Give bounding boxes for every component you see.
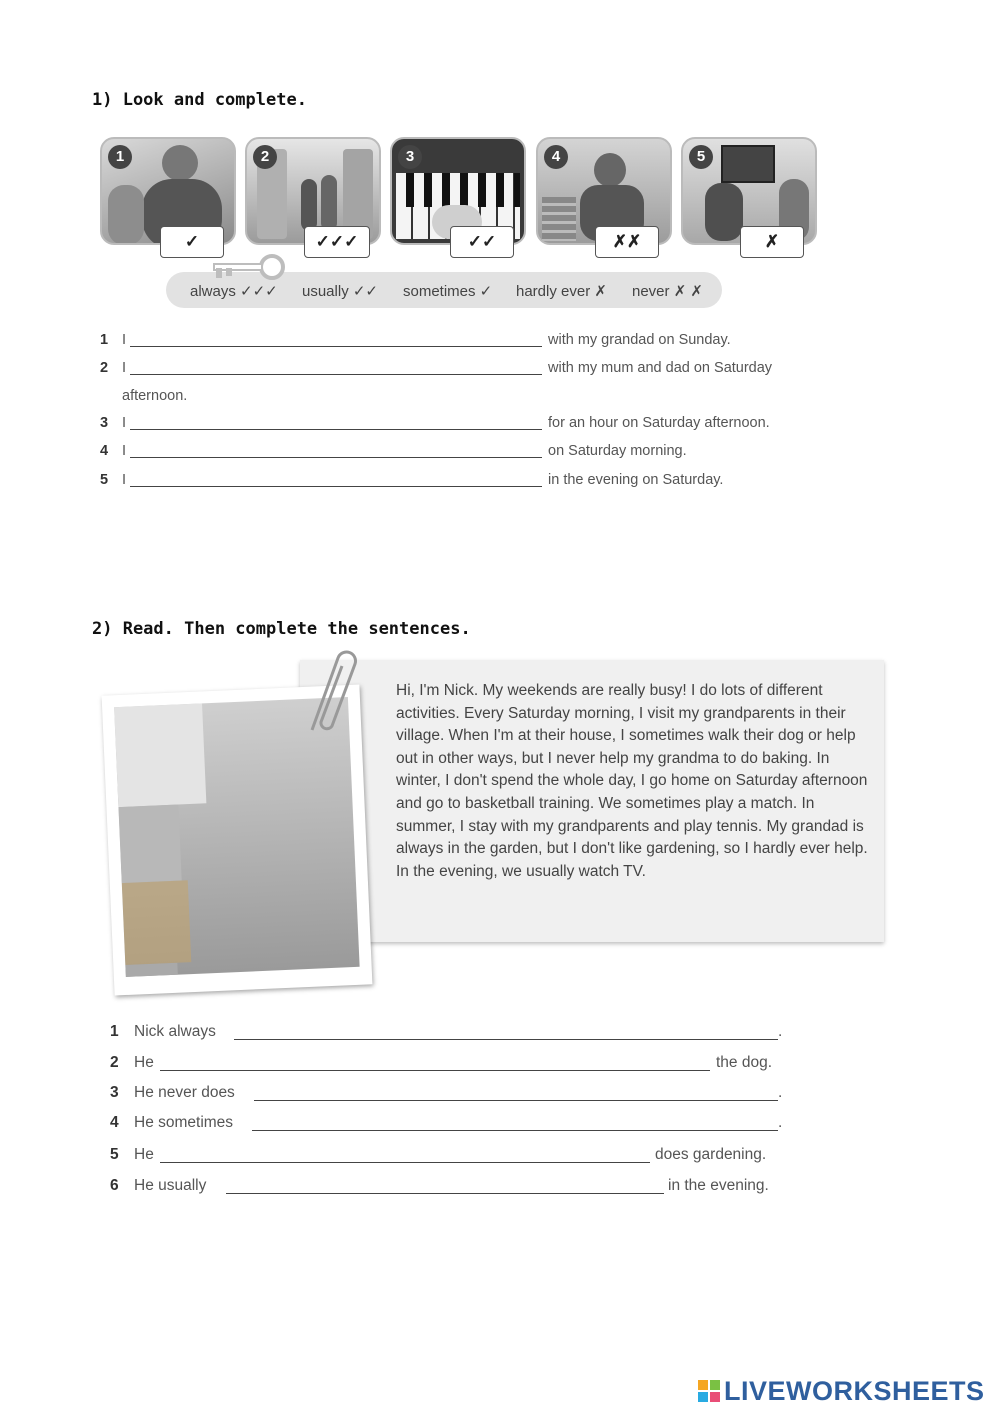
picture-number: 4 [544,145,568,169]
ex2-sentence-6: 6 He usually in the evening. [110,1177,769,1194]
liveworksheets-logo-icon [698,1380,720,1402]
key-always: always ✓✓✓ [190,283,278,300]
frequency-mark: ✓✓✓ [304,226,370,258]
picture-number: 3 [398,145,422,169]
answer-blank[interactable] [160,1162,650,1163]
paperclip-icon [298,646,358,736]
answer-blank[interactable] [234,1039,778,1040]
picture-number: 2 [253,145,277,169]
ex1-sentence-5: 5 I in the evening on Saturday. [100,472,724,488]
picture-number: 1 [108,145,132,169]
key-sometimes: sometimes ✓ [403,283,493,300]
answer-blank[interactable] [130,486,542,487]
key-hardly-ever: hardly ever ✗ [516,283,607,300]
frequency-mark: ✗✗ [595,226,659,258]
answer-blank[interactable] [252,1130,778,1131]
ex2-sentence-1: 1 Nick always . [110,1023,783,1040]
answer-blank[interactable] [130,374,542,375]
ex1-sentence-1: 1 I with my grandad on Sunday. [100,332,731,348]
ex1-sentence-3: 3 I for an hour on Saturday afternoon. [100,415,770,431]
ex2-sentence-3: 3 He never does . [110,1084,783,1101]
key-icon [206,252,288,282]
reading-text: Hi, I'm Nick. My weekends are really busy! I do lots of different activities. Every Saturday morning, I visit my grandparents in their village. When I'm at their house, I sometimes walk their dog or help out in other ways, but I never help my grandma to do baking. In winter, I don't spend the whole day, I go home on Saturday afternoon and go to basketball training. We sometimes play a match. In summer, I stay with my grandparents and play tennis. My grandad is always in the garden, but I don't like gardening, so I hardly ever help. In the evening, we usually watch TV. [396,682,868,880]
ex1-sentence-4: 4 I on Saturday morning. [100,443,687,459]
frequency-mark: ✓✓ [450,226,514,258]
ex2-sentence-4: 4 He sometimes . [110,1114,783,1131]
section2-heading: 2) Read. Then complete the sentences. [92,619,471,639]
answer-blank[interactable] [254,1100,778,1101]
ex2-sentence-2: 2 He the dog. [110,1054,773,1071]
ex1-sentence-2: 2 I with my mum and dad on Saturday [100,360,773,376]
answer-blank[interactable] [130,346,542,347]
key-usually: usually ✓✓ [302,283,378,300]
liveworksheets-brand[interactable]: LIVEWORKSHEETS [724,1376,985,1406]
section1-heading: 1) Look and complete. [92,90,307,110]
answer-blank[interactable] [130,457,542,458]
picture-number: 5 [689,145,713,169]
frequency-mark: ✓ [160,226,224,258]
answer-blank[interactable] [160,1070,710,1071]
ex1-sentence-2-continued: afternoon. [122,388,188,404]
ex2-sentence-5: 5 He does gardening. [110,1146,767,1163]
answer-blank[interactable] [130,429,542,430]
answer-blank[interactable] [226,1193,664,1194]
key-never: never ✗ ✗ [632,283,703,300]
frequency-mark: ✗ [740,226,804,258]
